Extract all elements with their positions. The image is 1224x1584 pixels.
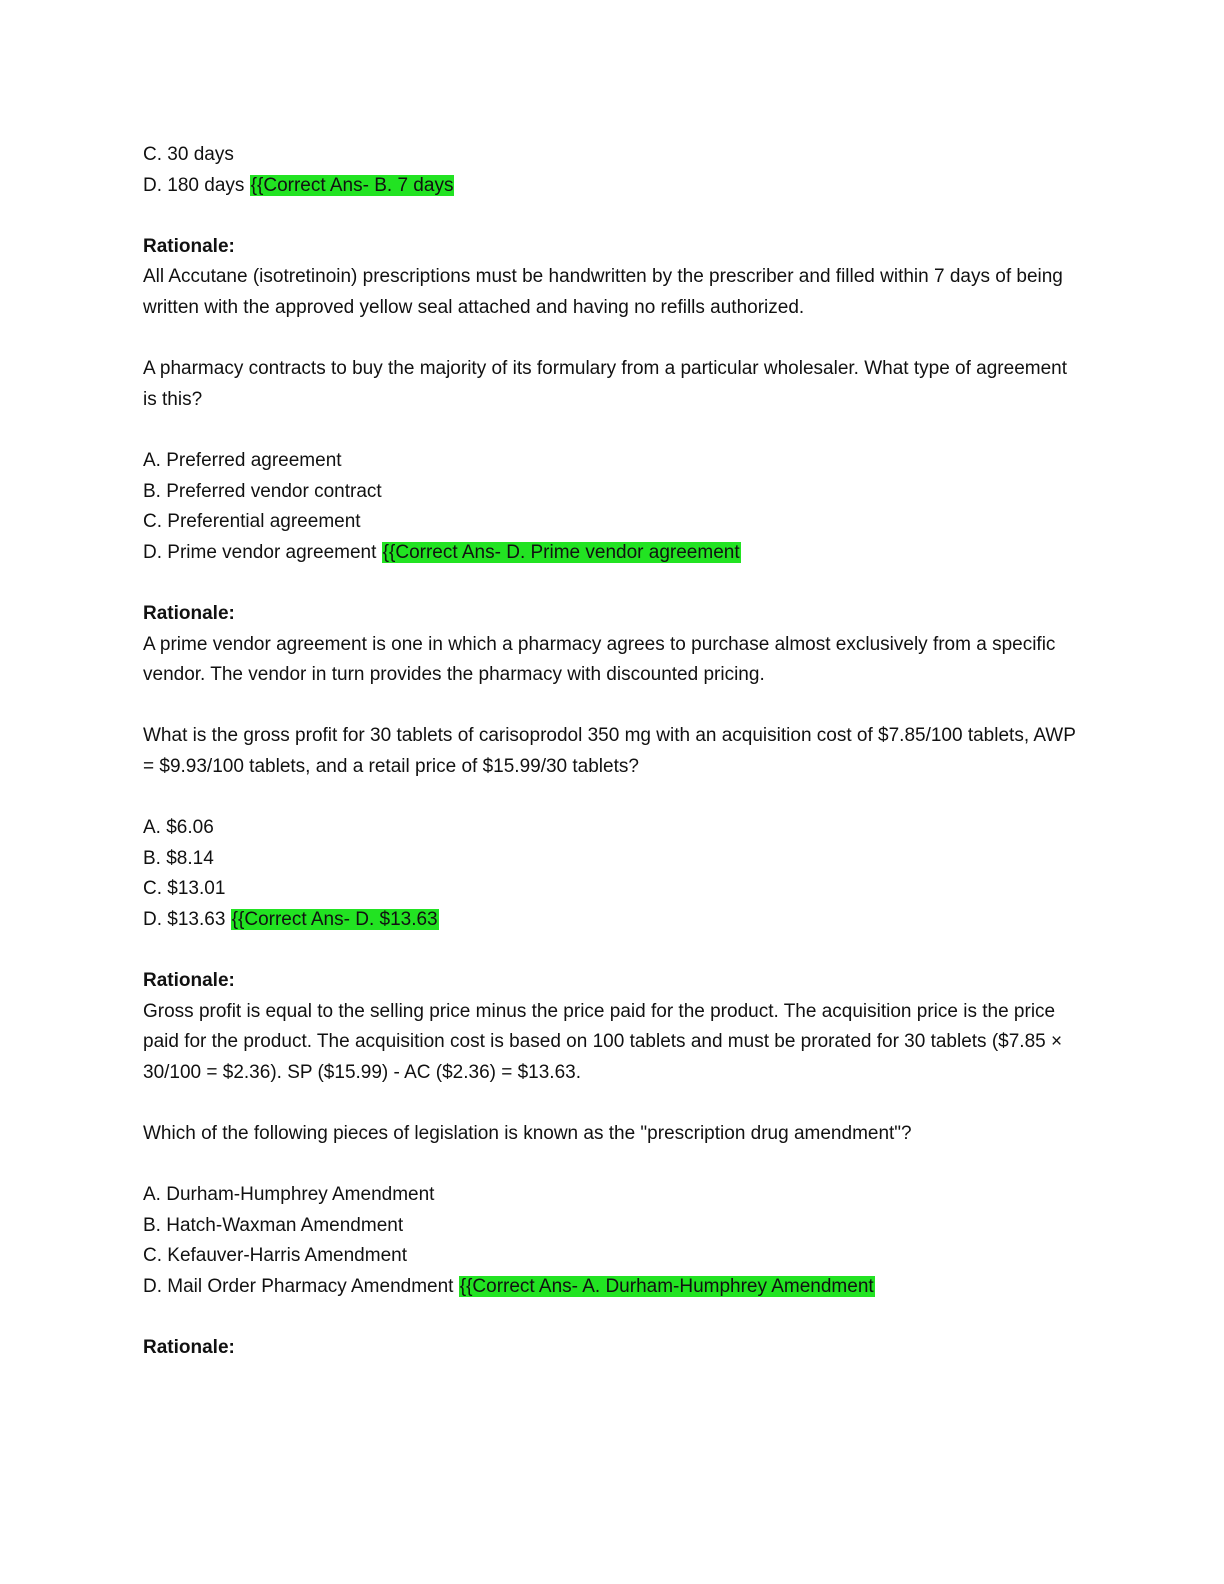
question-text: Which of the following pieces of legislation is known as the "prescription drug amendment"? <box>143 1123 912 1144</box>
correct-answer-highlight: {{Correct Ans- A. Durham-Humphrey Amendment <box>459 1275 874 1297</box>
spacer <box>143 201 1083 232</box>
spacer <box>143 1303 1083 1334</box>
option-text: D. 180 days <box>143 174 250 196</box>
answer-line <box>143 538 1083 569</box>
spacer <box>143 324 1083 355</box>
option-text: D. Prime vendor agreement <box>143 541 382 563</box>
correct-answer-highlight: {{Correct Ans- B. 7 days <box>250 174 454 196</box>
option-line: C. Kefauver-Harris Amendment <box>143 1245 407 1267</box>
rationale-heading: Rationale: <box>143 970 235 992</box>
answer-line <box>143 171 1083 202</box>
spacer <box>143 568 1083 599</box>
option-line: B. $8.14 <box>143 847 214 869</box>
option-line: C. Preferential agreement <box>143 511 361 533</box>
option-line: A. Durham-Humphrey Amendment <box>143 1184 435 1206</box>
answer-line <box>143 905 1083 936</box>
correct-answer-highlight: {{Correct Ans- D. Prime vendor agreement <box>382 541 740 563</box>
rationale-heading: Rationale: <box>143 235 235 257</box>
spacer <box>143 782 1083 813</box>
option-line: A. $6.06 <box>143 817 214 839</box>
rationale-text: All Accutane (isotretinoin) prescriptions must be handwritten by the prescriber and filled within 7 days of being written with the approved yellow seal attached and having no refills authorized. <box>143 266 1063 318</box>
spacer <box>143 691 1083 722</box>
spacer <box>143 935 1083 966</box>
rationale-heading: Rationale: <box>143 1337 235 1359</box>
document-body <box>143 140 1083 1364</box>
option-line: A. Preferred agreement <box>143 449 342 471</box>
option-text: D. $13.63 <box>143 908 231 930</box>
spacer <box>143 415 1083 446</box>
option-line: B. Hatch-Waxman Amendment <box>143 1214 404 1236</box>
spacer <box>143 1150 1083 1181</box>
option-line: B. Preferred vendor contract <box>143 480 382 502</box>
answer-line <box>143 1272 1083 1303</box>
option-line: C. 30 days <box>143 144 234 165</box>
rationale-text: A prime vendor agreement is one in which a pharmacy agrees to purchase almost exclusively from a specific vendor. The vendor in turn provides the pharmacy with discounted pricing. <box>143 633 1056 686</box>
question-text: A pharmacy contracts to buy the majority of its formulary from a particular wholesaler. What type of agreement is this? <box>143 358 1068 410</box>
correct-answer-highlight: {{Correct Ans- D. $13.63 <box>231 908 438 930</box>
option-text: D. Mail Order Pharmacy Amendment <box>143 1275 459 1297</box>
spacer <box>143 1088 1083 1119</box>
rationale-heading: Rationale: <box>143 602 235 624</box>
question-text: What is the gross profit for 30 tablets of carisoprodol 350 mg with an acquisition cost of $7.85/100 tablets, AWP = $9.93/100 tablets, and a retail price of $15.99/30 tablets? <box>143 725 1076 777</box>
option-line: C. $13.01 <box>143 878 226 900</box>
rationale-text: Gross profit is equal to the selling price minus the price paid for the product. The acquisition price is the price paid for the product. The acquisition cost is based on 100 tablets and must be prorated for 30 tablets ($7.85 × 30/100 = $2.36). SP ($15.99) - AC ($2.36) = $13.63. <box>143 1000 1063 1083</box>
